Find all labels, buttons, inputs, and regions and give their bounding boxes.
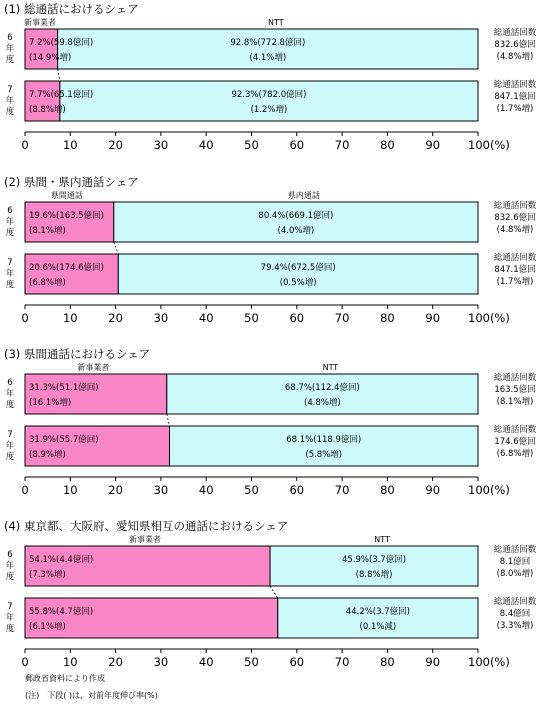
x-tick-label: 90 [425, 655, 441, 669]
x-tick-label: 30 [153, 311, 169, 325]
right-segment-label: 92.3%(782.0億回) [231, 90, 307, 100]
bar-left-segment [25, 29, 58, 69]
x-tick-label: 100(%) [468, 311, 510, 325]
total-calls-label: 総通話回数 [493, 28, 537, 38]
bar-row [6, 544, 537, 586]
total-calls-label: 総通話回数 [493, 545, 537, 555]
x-tick-label: 100(%) [468, 483, 510, 497]
chart-panel-1 [4, 2, 537, 152]
bar-left-segment [25, 254, 118, 294]
x-tick-label: 50 [244, 483, 259, 497]
chart-panel-3 [4, 347, 537, 497]
total-calls-label: (8.0%増) [496, 569, 534, 579]
right-segment-growth: (1.2%増) [250, 105, 288, 115]
left-segment-growth: (8.8%増) [29, 105, 66, 115]
bar-left-segment [25, 374, 167, 414]
total-calls-label: 163.5億回 [494, 385, 536, 395]
left-segment-growth: (16.1%増) [29, 398, 72, 408]
fiscal-year-label: 年 [5, 217, 15, 227]
left-segment-label: 19.6%(163.5億回) [29, 211, 104, 221]
total-calls-label: 総通話回数 [493, 425, 537, 435]
x-tick-label: 100(%) [468, 655, 510, 669]
right-series-header: NTT [322, 363, 339, 372]
left-segment-growth: (8.1%増) [29, 226, 66, 236]
left-segment-growth: (14.9%増) [29, 53, 72, 63]
chart-title: (1) 総通話におけるシェア [4, 2, 139, 16]
chart-panel-4 [4, 519, 537, 669]
fiscal-year-label: 度 [5, 228, 15, 238]
x-tick-label: 70 [334, 138, 350, 152]
total-calls-label: (3.3%増) [496, 621, 534, 631]
x-tick-label: 30 [153, 483, 169, 497]
x-tick-label: 70 [334, 311, 350, 325]
bar-right-segment [278, 598, 478, 638]
bar-right-segment [170, 426, 478, 466]
x-tick-label: 20 [108, 655, 123, 669]
x-tick-label: 100(%) [468, 138, 510, 152]
fiscal-year-label: 7 [7, 85, 13, 95]
fiscal-year-label: 7 [7, 258, 13, 268]
left-segment-label: 7.2%(59.8億回) [29, 38, 94, 48]
total-calls-label: 8.4億回 [499, 609, 531, 619]
right-segment-label: 68.7%(112.4億回) [284, 383, 360, 393]
right-segment-label: 92.8%(772.8億回) [230, 38, 306, 48]
x-tick-label: 10 [62, 138, 78, 152]
fiscal-year-label: 年 [5, 441, 15, 451]
total-calls-label: 832.6億回 [494, 40, 536, 50]
left-series-header: 新事業者 [129, 535, 162, 544]
right-series-header: 県内通話 [287, 191, 320, 200]
fiscal-year-label: 年 [5, 96, 15, 106]
bar-row [6, 372, 537, 414]
x-tick-label: 40 [198, 138, 214, 152]
left-segment-growth: (8.9%増) [29, 450, 66, 460]
right-segment-label: 79.4%(672.5億回) [260, 263, 336, 273]
bar-right-segment [118, 254, 478, 294]
fiscal-year-label: 度 [5, 400, 15, 410]
right-segment-growth: (4.8%増) [304, 398, 341, 408]
total-calls-label: 総通話回数 [493, 253, 537, 263]
x-tick-label: 40 [198, 655, 214, 669]
right-segment-growth: (8.8%増) [355, 570, 393, 580]
left-segment-label: 20.6%(174.6億回) [29, 263, 104, 273]
right-segment-growth: (4.0%増) [277, 226, 315, 236]
chart-title: (2) 県間・県内通話シェア [4, 175, 139, 189]
bar-right-segment [270, 546, 478, 586]
right-series-header: NTT [374, 535, 390, 544]
total-calls-label: (6.8%増) [496, 449, 534, 459]
total-calls-label: (1.7%増) [496, 277, 534, 287]
x-tick-label: 60 [289, 138, 305, 152]
left-segment-label: 31.9%(55.7億回) [29, 435, 99, 445]
fiscal-year-label: 度 [5, 55, 15, 65]
right-segment-growth: (4.1%増) [249, 53, 287, 63]
left-series-header: 県間通話 [50, 191, 83, 200]
x-tick-label: 50 [244, 311, 259, 325]
left-series-header: 新事業者 [24, 18, 56, 27]
x-tick-label: 60 [289, 655, 305, 669]
bar-row [6, 200, 537, 242]
x-tick-label: 30 [153, 138, 169, 152]
x-tick-label: 80 [380, 138, 395, 152]
right-series-header: NTT [267, 18, 284, 27]
x-tick-label: 70 [334, 483, 350, 497]
right-segment-label: 44.2%(3.7億回) [345, 607, 410, 617]
chart-title: (3) 県間通話におけるシェア [4, 347, 151, 361]
x-tick-label: 10 [62, 483, 78, 497]
left-series-header: 新事業者 [77, 363, 110, 372]
fiscal-year-label: 度 [5, 624, 15, 634]
fiscal-year-label: 年 [5, 44, 15, 54]
source-note: 郵政省資料により作成 [25, 674, 105, 683]
x-tick-label: 0 [21, 138, 29, 152]
fiscal-year-label: 年 [5, 561, 15, 571]
x-tick-label: 60 [289, 311, 305, 325]
bar-row [6, 252, 537, 294]
x-tick-label: 80 [380, 655, 395, 669]
left-segment-label: 54.1%(4.4億回) [29, 555, 94, 565]
fiscal-year-label: 7 [7, 430, 13, 440]
fiscal-year-label: 6 [7, 206, 13, 216]
x-tick-label: 50 [244, 655, 259, 669]
bar-left-segment [25, 426, 170, 466]
boundary-connector [167, 414, 170, 426]
total-calls-label: (1.7%増) [496, 104, 534, 114]
bar-right-segment [60, 81, 478, 121]
total-calls-label: (4.8%増) [496, 52, 534, 62]
fiscal-year-label: 度 [5, 452, 15, 462]
total-calls-label: 847.1億回 [494, 92, 536, 102]
x-tick-label: 90 [425, 483, 441, 497]
bar-left-segment [25, 598, 278, 638]
total-calls-label: 総通話回数 [493, 80, 537, 90]
x-tick-label: 10 [62, 655, 78, 669]
x-tick-label: 10 [62, 311, 78, 325]
growth-note: (注) 下段( )は、対前年度伸び率(%) [25, 691, 158, 700]
x-tick-label: 0 [21, 655, 29, 669]
bar-row [6, 424, 537, 466]
x-tick-label: 20 [108, 138, 123, 152]
x-tick-label: 80 [380, 483, 395, 497]
bar-left-segment [25, 81, 60, 121]
total-calls-label: 847.1億回 [494, 265, 536, 275]
bar-row [6, 27, 537, 69]
left-segment-label: 31.3%(51.1億回) [29, 383, 99, 393]
fiscal-year-label: 6 [7, 33, 13, 43]
bar-right-segment [58, 29, 478, 69]
bar-left-segment [25, 202, 114, 242]
x-tick-label: 60 [289, 483, 305, 497]
left-segment-label: 7.7%(65.1億回) [29, 90, 94, 100]
bar-row [6, 79, 537, 121]
total-calls-label: 174.6億回 [494, 437, 536, 447]
x-tick-label: 30 [153, 655, 169, 669]
bar-left-segment [25, 546, 270, 586]
x-tick-label: 0 [21, 311, 29, 325]
fiscal-year-label: 年 [5, 613, 15, 623]
right-segment-growth: (0.1%減) [359, 622, 397, 632]
left-segment-growth: (6.1%増) [29, 622, 66, 632]
x-tick-label: 80 [380, 311, 395, 325]
total-calls-label: 総通話回数 [493, 597, 537, 607]
bar-right-segment [167, 374, 478, 414]
x-tick-label: 90 [425, 311, 441, 325]
x-tick-label: 90 [425, 138, 441, 152]
x-tick-label: 70 [334, 655, 350, 669]
right-segment-label: 80.4%(669.1億回) [258, 211, 334, 221]
fiscal-year-label: 度 [5, 572, 15, 582]
fiscal-year-label: 7 [7, 602, 13, 612]
x-tick-label: 50 [244, 138, 259, 152]
total-calls-label: (8.1%増) [496, 397, 534, 407]
right-segment-growth: (5.8%増) [305, 450, 343, 460]
boundary-connector [270, 586, 278, 598]
x-tick-label: 20 [108, 483, 123, 497]
chart-panel-2 [4, 175, 537, 325]
total-calls-label: 総通話回数 [493, 373, 537, 383]
total-calls-label: 8.1億回 [499, 557, 531, 567]
fiscal-year-label: 度 [5, 280, 15, 290]
x-tick-label: 0 [21, 483, 29, 497]
fiscal-year-label: 度 [5, 107, 15, 117]
boundary-connector [58, 69, 60, 81]
right-segment-growth: (0.5%増) [279, 278, 317, 288]
bar-row [6, 596, 537, 638]
fiscal-year-label: 年 [5, 389, 15, 399]
left-segment-label: 55.8%(4.7億回) [29, 607, 94, 617]
x-tick-label: 40 [198, 483, 214, 497]
fiscal-year-label: 6 [7, 378, 13, 388]
fiscal-year-label: 年 [5, 269, 15, 279]
left-segment-growth: (7.3%増) [29, 570, 66, 580]
right-segment-label: 68.1%(118.9億回) [286, 435, 362, 445]
x-tick-label: 20 [108, 311, 123, 325]
total-calls-label: 832.6億回 [494, 213, 536, 223]
left-segment-growth: (6.8%増) [29, 278, 66, 288]
bar-right-segment [114, 202, 478, 242]
chart-title: (4) 東京都、大阪府、愛知県相互の通話におけるシェア [4, 519, 289, 533]
right-segment-label: 45.9%(3.7億回) [341, 555, 407, 565]
total-calls-label: 総通話回数 [493, 201, 537, 211]
fiscal-year-label: 6 [7, 550, 13, 560]
x-tick-label: 40 [198, 311, 214, 325]
total-calls-label: (4.8%増) [496, 225, 534, 235]
boundary-connector [114, 242, 119, 254]
